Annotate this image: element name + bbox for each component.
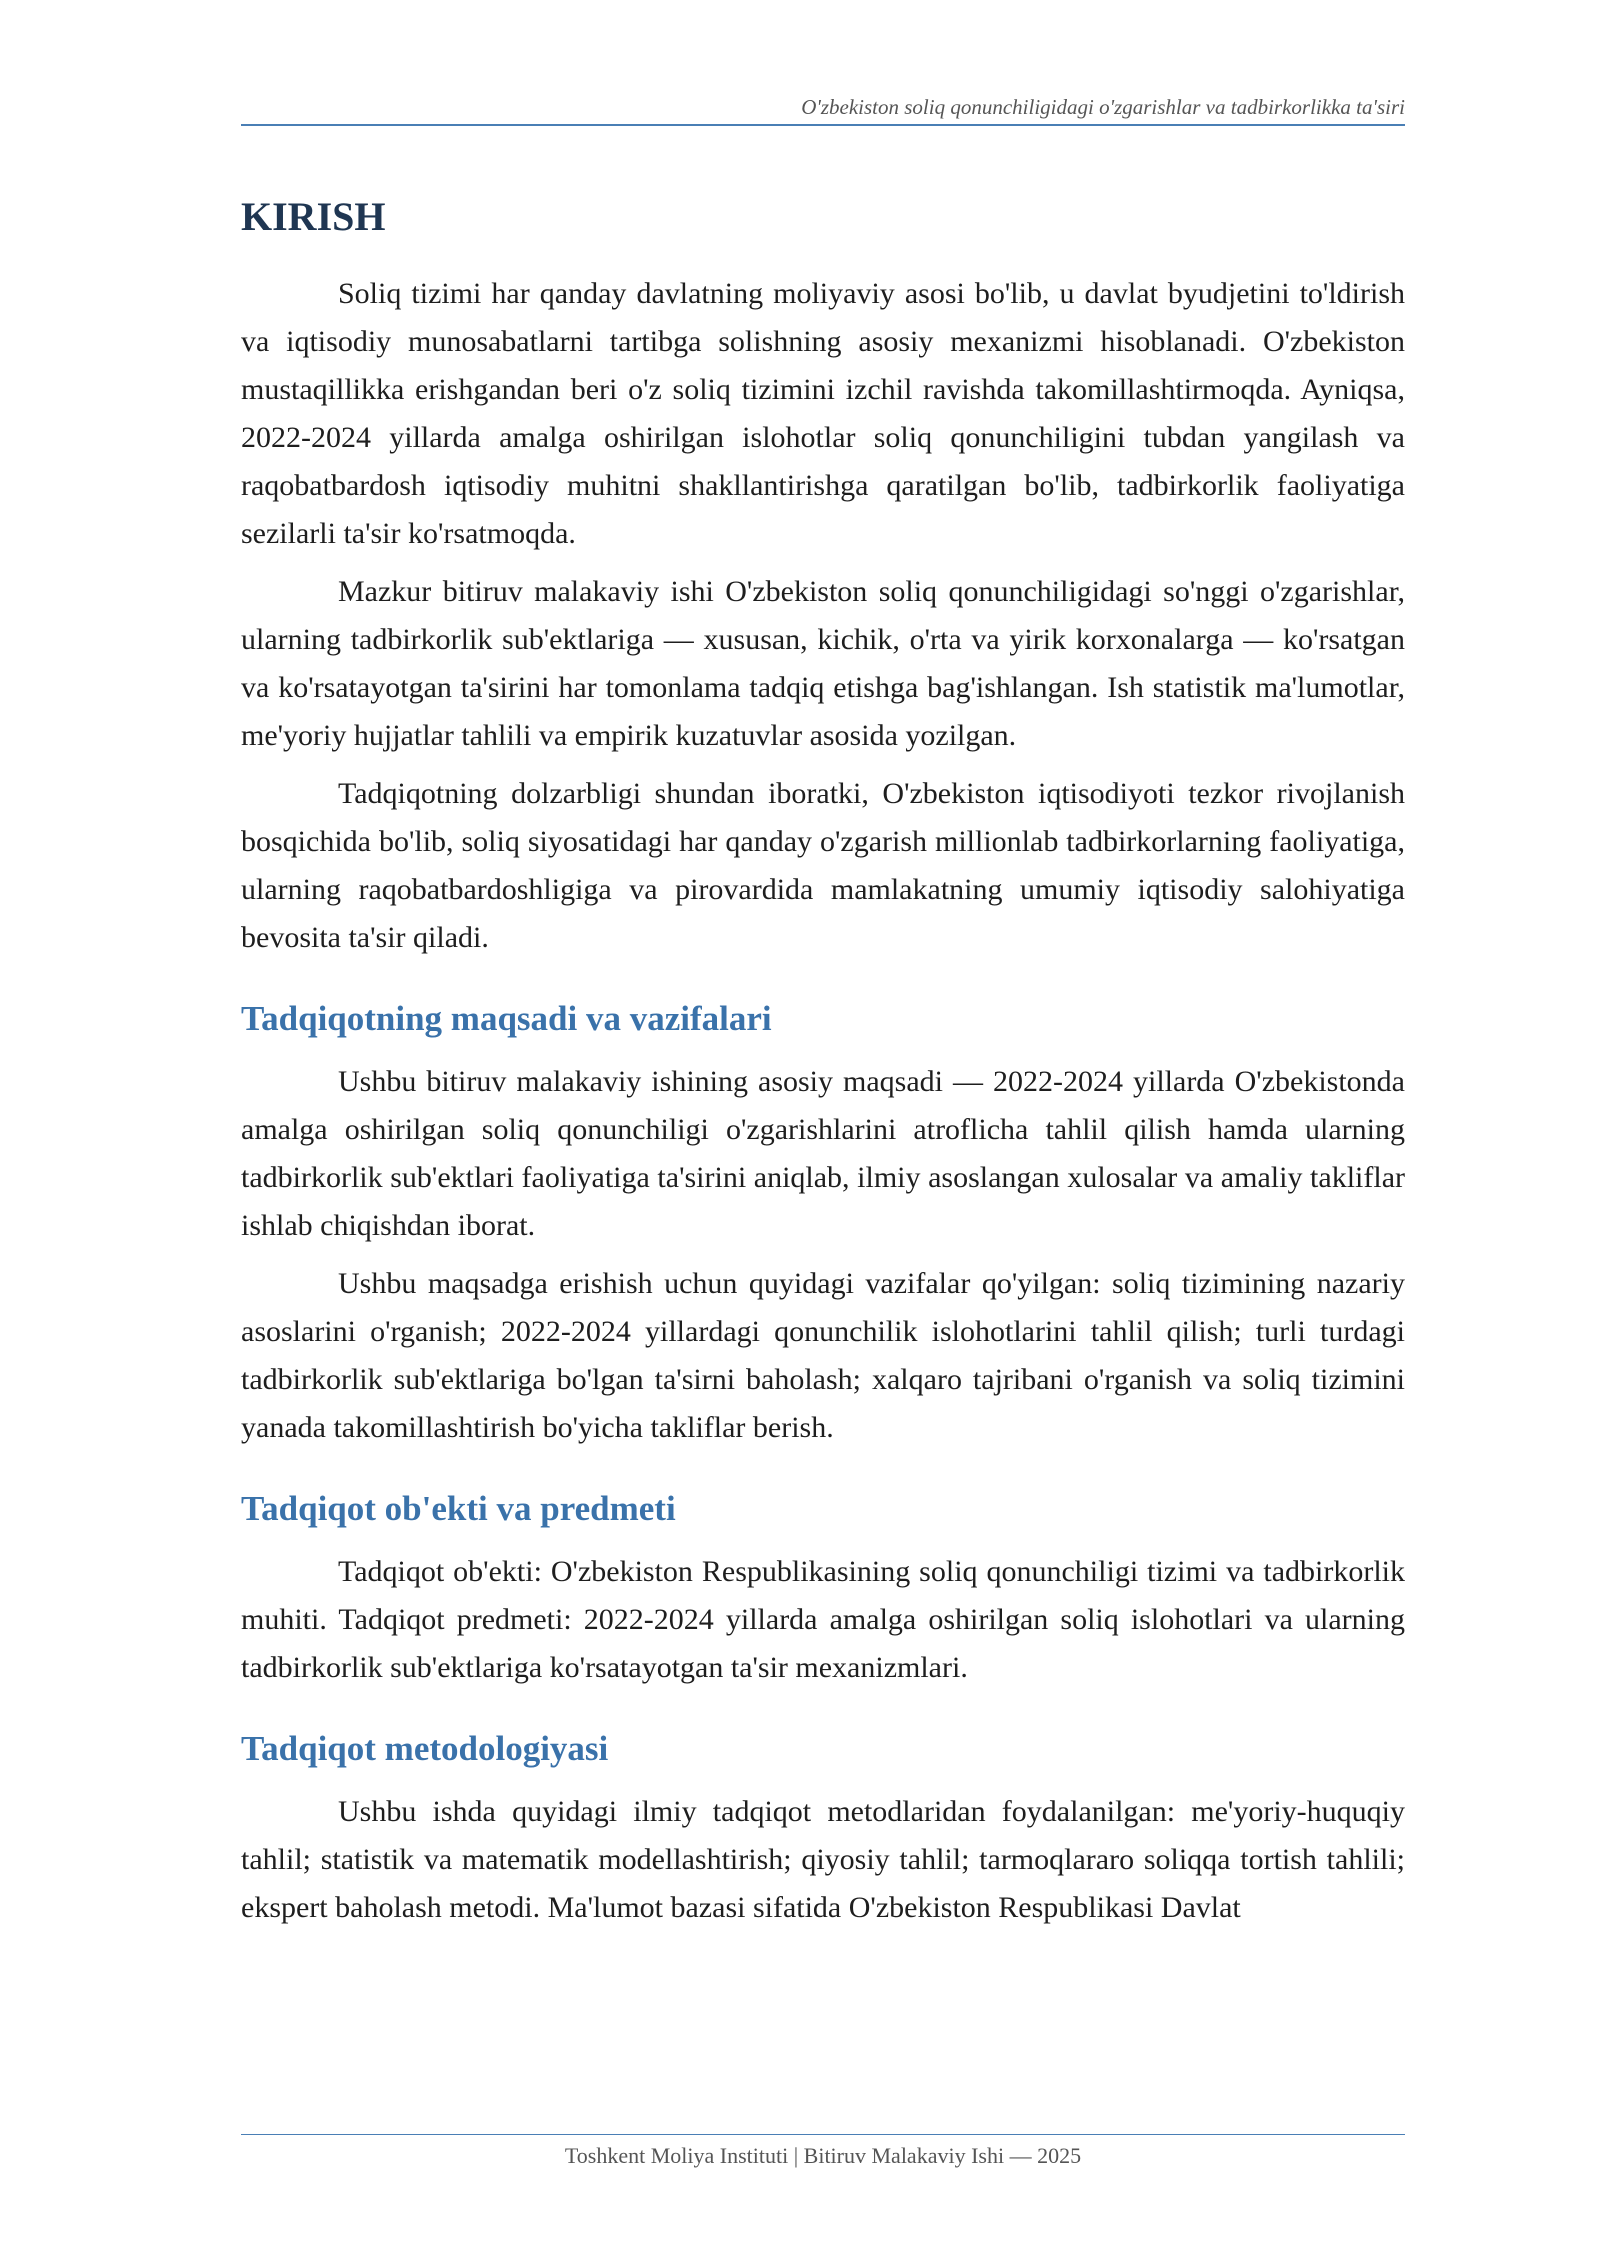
section-heading-object: Tadqiqot ob'ekti va predmeti: [241, 1489, 676, 1528]
header-divider: [241, 124, 1405, 126]
intro-paragraph-3: Tadqiqotning dolzarbligi shundan iboratki, O'zbekiston iqtisodiyoti tezkor rivojlanish bosqichida bo'lib, soliq siyosatidagi har qanday o'zgarish millionlab tadbirkorlarning faoliyatiga, ularning raqobatbardoshligiga va pirovardida mamlakatning umumiy iqtisodiy salohiyatiga bevosita ta'sir qiladi.: [241, 777, 1405, 954]
section-object-paragraph-1: Tadqiqot ob'ekti: O'zbekiston Respublikasining soliq qonunchiligi tizimi va tadbirkorlik muhiti. Tadqiqot predmeti: 2022-2024 yillarda amalga oshirilgan soliq islohotlari va ularning tadbirkorlik sub'ektlariga ko'rsatayotgan ta'sir mexanizmlari.: [241, 1555, 1405, 1684]
intro-paragraph-2: Mazkur bitiruv malakaviy ishi O'zbekiston soliq qonunchiligidagi so'nggi o'zgarishlar, ularning tadbirkorlik sub'ektlariga — xususan, kichik, o'rta va yirik korxonalarga — ko'rsatgan va ko'rsatayotgan ta'sirini har tomonlama tadqiq etishga bag'ishlangan. Ish statistik ma'lumotlar, me'yoriy hujjatlar tahlili va empirik kuzatuvlar asosida yozilgan.: [241, 575, 1405, 752]
section-heading-methodology: Tadqiqot metodologiyasi: [241, 1729, 609, 1768]
chapter-title: KIRISH: [241, 194, 386, 239]
section-goals-paragraph-2: Ushbu maqsadga erishish uchun quyidagi vazifalar qo'yilgan: soliq tizimining nazariy asoslarini o'rganish; 2022-2024 yillardagi qonunchilik islohotlarini tahlil qilish; turli turdagi tadbirkorlik sub'ektlariga bo'lgan ta'sirni baholash; xalqaro tajribani o'rganish va soliq tizimini yanada takomillashtirish bo'yicha takliflar berish.: [241, 1267, 1405, 1444]
section-heading-goals: Tadqiqotning maqsadi va vazifalari: [241, 999, 772, 1038]
footer-divider: [241, 2134, 1405, 2135]
running-header: O'zbekiston soliq qonunchiligidagi o'zgarishlar va tadbirkorlikka ta'siri: [801, 95, 1405, 119]
section-methodology-paragraph-1: Ushbu ishda quyidagi ilmiy tadqiqot metodlaridan foydalanilgan: me'yoriy-huquqiy tahlil; statistik va matematik modellashtirish; qiyosiy tahlil; tarmoqlararo soliqqa tortish tahlili; ekspert baholash metodi. Ma'lumot bazasi sifatida O'zbekiston Respublikasi Davlat: [241, 1795, 1405, 1924]
section-goals-paragraph-1: Ushbu bitiruv malakaviy ishining asosiy maqsadi — 2022-2024 yillarda O'zbekistonda amalga oshirilgan soliq qonunchiligi o'zgarishlarini atroflicha tahlil qilish hamda ularning tadbirkorlik sub'ektlari faoliyatiga ta'sirini aniqlab, ilmiy asoslangan xulosalar va amaliy takliflar ishlab chiqishdan iborat.: [241, 1065, 1405, 1242]
page-content: [241, 186, 1405, 1942]
page-footer: Toshkent Moliya Instituti | Bitiruv Malakaviy Ishi — 2025: [564, 2143, 1082, 2168]
intro-paragraph-1: Soliq tizimi har qanday davlatning moliyaviy asosi bo'lib, u davlat byudjetini to'ldirish va iqtisodiy munosabatlarni tartibga solishning asosiy mexanizmi hisoblanadi. O'zbekiston mustaqillikka erishgandan beri o'z soliq tizimini izchil ravishda takomillashtirmoqda. Ayniqsa, 2022-2024 yillarda amalga oshirilgan islohotlar soliq qonunchiligini tubdan yangilash va raqobatbardosh iqtisodiy muhitni shakllantirishga qaratilgan bo'lib, tadbirkorlik faoliyatiga sezilarli ta'sir ko'rsatmoqda.: [241, 277, 1405, 550]
